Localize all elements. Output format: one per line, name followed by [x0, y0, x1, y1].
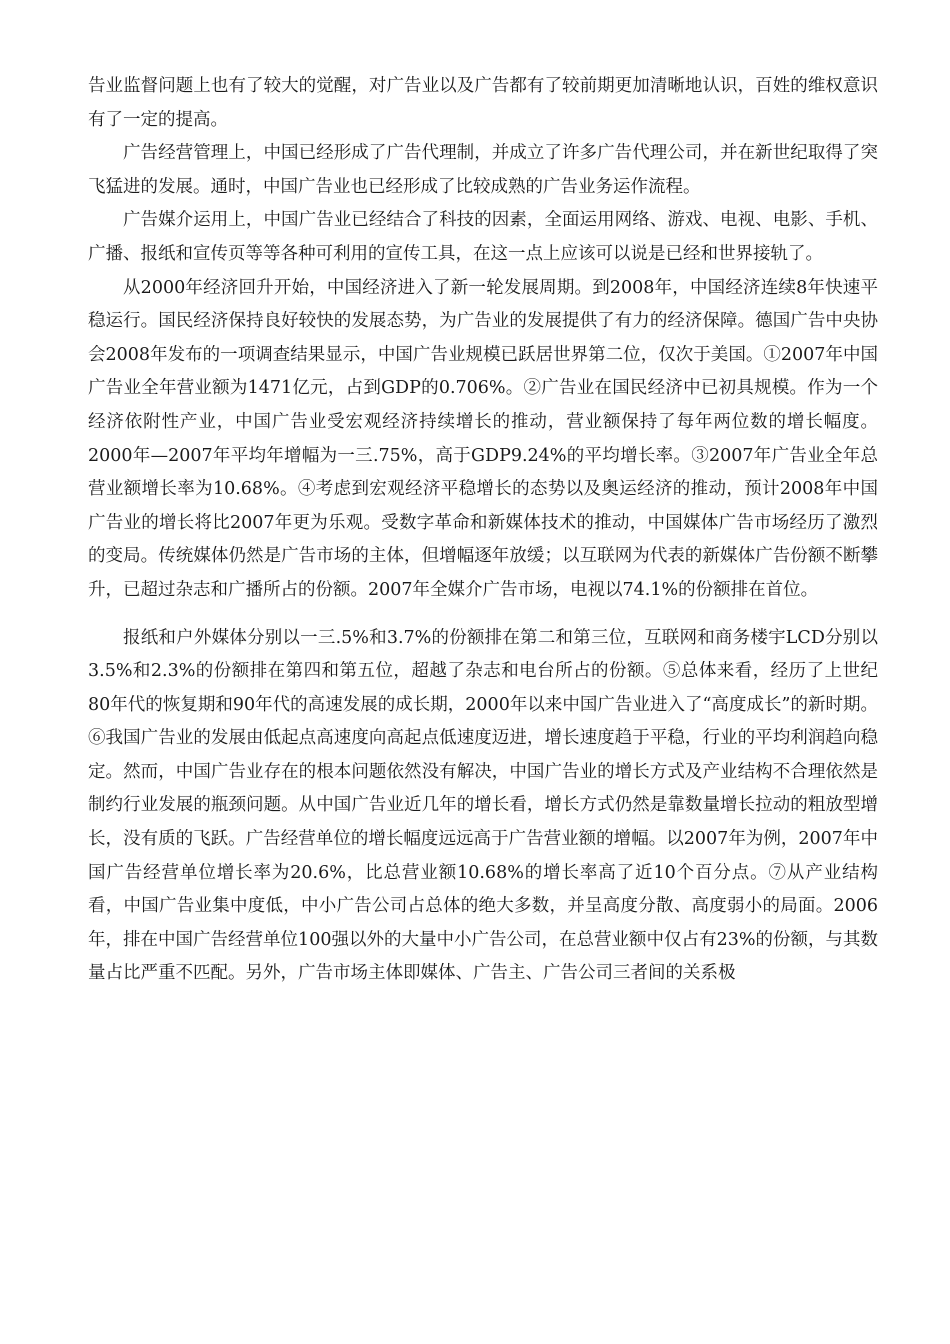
paragraph-market-share: 报纸和户外媒体分别以一三.5%和3.7%的份额排在第二和第三位，互联网和商务楼宇LCD分别以3.5%和2.3%的份额排在第四和第五位，超越了杂志和电台所占的份额。⑤总体来看，经历了上世纪80年代的恢复期和90年代的高速发展的成长期，2000年以来中国广告业进入了“高度成长”的新时期。⑥我国广告业的发展由低起点高速度向高起点低速度迈进，增长速度趋于平稳，行业的平均利润趋向稳定。然而，中国广告业存在的根本问题依然没有解决，中国广告业的增长方式及产业结构不合理依然是制约行业发展的瓶颈问题。从中国广告业近几年的增长看，增长方式仍然是靠数量增长拉动的粗放型增长，没有质的飞跃。广告经营单位的增长幅度远远高于广告营业额的增幅。以2007年为例，2007年中国广告经营单位增长率为20.6%，比总营业额10.68%的增长率高了近10个百分点。⑦从产业结构看，中国广告业集中度低，中小广告公司占总体的绝大多数，并呈高度分散、高度弱小的局面。2006年，排在中国广告经营单位100强以外的大量中小广告公司，在总营业额中仅占有23%的份额，与其数量占比严重不匹配。另外，广告市场主体即媒体、广告主、广告公司三者间的关系极 [88, 627, 878, 984]
paragraph-continuation: 告业监督问题上也有了较大的觉醒，对广告业以及广告都有了较前期更加清晰地认识，百姓的维权意识有了一定的提高。 [88, 76, 878, 130]
paragraph-economic-growth: 从2000年经济回升开始，中国经济进入了新一轮发展周期。到2008年，中国经济连续8年快速平稳运行。国民经济保持良好较快的发展态势，为广告业的发展提供了有力的经济保障。德国广告中央协会2008年发布的一项调查结果显示，中国广告业规模已跃居世界第二位，仅次于美国。①2007年中国广告业全年营业额为1471亿元，占到GDP的0.706%。②广告业在国民经济中已初具规模。作为一个经济依附性产业，中国广告业受宏观经济持续增长的推动，营业额保持了每年两位数的增长幅度。2000年—2007年平均年增幅为一三.75%，高于GDP9.24%的平均增长率。③2007年广告业全年总营业额增长率为10.68%。④考虑到宏观经济平稳增长的态势以及奥运经济的推动，预计2008年中国广告业的增长将比2007年更为乐观。受数字革命和新媒体技术的推动，中国媒体广告市场经历了激烈的变局。传统媒体仍然是广告市场的主体，但增幅逐年放缓；以互联网为代表的新媒体广告份额不断攀升，已超过杂志和广播所占的份额。2007年全媒介广告市场，电视以74.1%的份额排在首位。 [88, 277, 878, 600]
paragraph-ad-media: 广告媒介运用上，中国广告业已经结合了科技的因素，全面运用网络、游戏、电视、电影、手机、广播、报纸和宣传页等等各种可利用的宣传工具，在这一点上应该可以说是已经和世界接轨了。 [88, 210, 878, 264]
document-body [88, 70, 878, 991]
paragraph-ad-management: 广告经营管理上，中国已经形成了广告代理制，并成立了许多广告代理公司，并在新世纪取得了突飞猛进的发展。通时，中国广告业也已经形成了比较成熟的广告业务运作流程。 [88, 143, 878, 197]
